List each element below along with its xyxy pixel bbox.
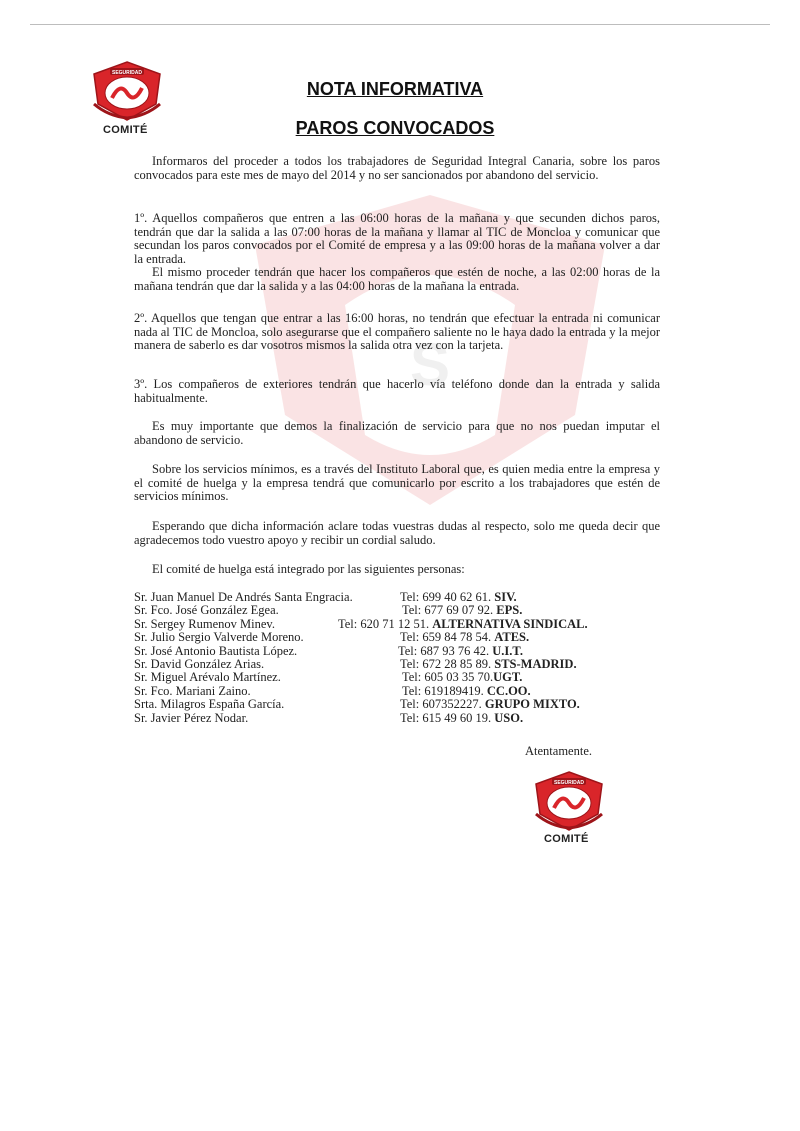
svg-text:S: S <box>409 331 451 398</box>
paragraph-text: 3º. Los compañeros de exteriores tendrán que hacerlo vía teléfono donde dan la entrada y salida habitualmente. <box>134 377 660 405</box>
point-1-paragraph <box>134 212 660 294</box>
member-contact: Tel: 672 28 85 89. STS-MADRID. <box>400 656 577 671</box>
logo-label: COMITÉ <box>103 124 148 136</box>
member-contact: Tel: 699 40 62 61. SIV. <box>400 590 517 604</box>
member-union: USO. <box>494 710 524 725</box>
svg-text:SEGURIDAD: SEGURIDAD <box>111 70 143 76</box>
member-name: Sr. Juan Manuel De Andrés Santa Engracia. <box>134 590 353 604</box>
page-title: NOTA INFORMATIVA <box>306 79 484 99</box>
member-union: UGT. <box>493 670 523 685</box>
member-name: Sr. David González Arias. <box>134 656 265 671</box>
member-union: ATES. <box>494 630 530 645</box>
list-item <box>134 631 694 644</box>
paragraph-text: Es muy importante que demos la finalización de servicio para que no nos puedan imputar el abandono de servicio. <box>134 419 660 447</box>
member-contact: Tel: 659 84 78 54. ATES. <box>400 630 530 645</box>
paragraph-text: Esperando que dicha información aclare todas vuestras dudas al respecto, solo me queda decir que agradecemos todo vuestro apoyo y recibir un cordial saludo. <box>134 519 660 547</box>
point-2-paragraph <box>134 312 660 353</box>
paragraph-text: Informaros del proceder a todos los trabajadores de Seguridad Integral Canaria, sobre los paros convocados para este mes de mayo del 2014 y no ser sancionados por abandono del servicio. <box>134 154 660 182</box>
list-item <box>134 698 694 711</box>
list-item <box>134 658 694 671</box>
member-name: Sr. Julio Sergio Valverde Moreno. <box>134 630 304 645</box>
member-name: Srta. Milagros España García. <box>134 697 285 712</box>
list-item <box>134 645 694 658</box>
member-name: Sr. Sergey Rumenov Minev. <box>134 616 275 631</box>
intro-paragraph <box>134 155 660 182</box>
committee-members-list <box>134 591 694 725</box>
list-item <box>134 685 694 698</box>
paragraph-text: 2º. Aquellos que tengan que entrar a las 16:00 horas, no tendrán que efectuar la entrada ni comunicar nada al TIC de Moncloa, solo asegurarse que el compañero saliente no le haya dado la entrada y la mejor manera de saberlo es dar vosotros mismos la salida otra vez con la tarjeta. <box>134 311 660 353</box>
minimum-services-paragraph <box>134 463 660 504</box>
committee-intro-paragraph <box>134 563 660 577</box>
closing-paragraph <box>134 520 660 547</box>
paragraph-text: 1º. Aquellos compañeros que entren a las 06:00 horas de la mañana y que secunden dichos paros, tendrán que dar la salida a las 07:00 horas de la mañana y llamar al TIC de Moncloa y comunicar que secundan los paros convocados por el Comité de empresa y a las 09:00 horas de la mañana volver a dar la entrada. <box>134 211 660 266</box>
paragraph-text: Sobre los servicios mínimos, es a través del Instituto Laboral que, es quien media entre la empresa y el comité de huelga y la empresa tendrá que comunicarlo por escrito a los trabajadores que estén de servicios mínimos. <box>134 462 660 504</box>
member-contact: Tel: 605 03 35 70.UGT. <box>402 670 523 685</box>
list-item <box>134 604 694 617</box>
list-item <box>134 671 694 684</box>
member-name: Sr. Javier Pérez Nodar. <box>134 710 249 725</box>
member-union: GRUPO MIXTO. <box>484 697 580 712</box>
member-contact: Tel: 620 71 12 51. ALTERNATIVA SINDICAL. <box>338 616 588 631</box>
member-contact: Tel: 619189419. CC.OO. <box>402 683 531 698</box>
paragraph-text: El comité de huelga está integrado por las siguientes personas: <box>152 562 465 576</box>
paragraph-text: El mismo proceder tendrán que hacer los compañeros que estén de noche, a las 02:00 horas de la mañana tendrán que dar la salida y a las 04:00 horas de la mañana la entrada. <box>134 265 660 293</box>
member-union: CC.OO. <box>486 683 531 698</box>
list-item <box>134 618 694 631</box>
member-contact: Tel: 687 93 76 42. U.I.T. <box>398 643 523 658</box>
member-name: Sr. Fco. José González Egea. <box>134 603 279 618</box>
importance-paragraph <box>134 420 660 447</box>
list-item <box>134 712 694 725</box>
list-item <box>134 591 694 604</box>
point-3-paragraph <box>134 378 660 405</box>
member-union: SIV. <box>494 590 517 604</box>
member-name: Sr. Miguel Arévalo Martínez. <box>134 670 281 685</box>
signoff-text: Atentamente. <box>525 744 592 758</box>
page-subtitle: PAROS CONVOCADOS <box>295 118 495 138</box>
member-name: Sr. Fco. Mariani Zaino. <box>134 683 251 698</box>
member-name: Sr. José Antonio Bautista López. <box>134 643 298 658</box>
logo-label: COMITÉ <box>544 833 589 845</box>
member-union: STS-MADRID. <box>494 656 577 671</box>
member-union: EPS. <box>496 603 523 618</box>
member-contact: Tel: 615 49 60 19. USO. <box>400 710 524 725</box>
comite-logo-icon <box>530 770 608 832</box>
top-divider <box>30 24 770 25</box>
svg-text:SEGURIDAD: SEGURIDAD <box>553 780 585 786</box>
member-union: ALTERNATIVA SINDICAL. <box>432 616 588 631</box>
member-union: U.I.T. <box>492 643 523 658</box>
member-contact: Tel: 607352227. GRUPO MIXTO. <box>400 697 580 712</box>
member-contact: Tel: 677 69 07 92. EPS. <box>402 603 523 618</box>
